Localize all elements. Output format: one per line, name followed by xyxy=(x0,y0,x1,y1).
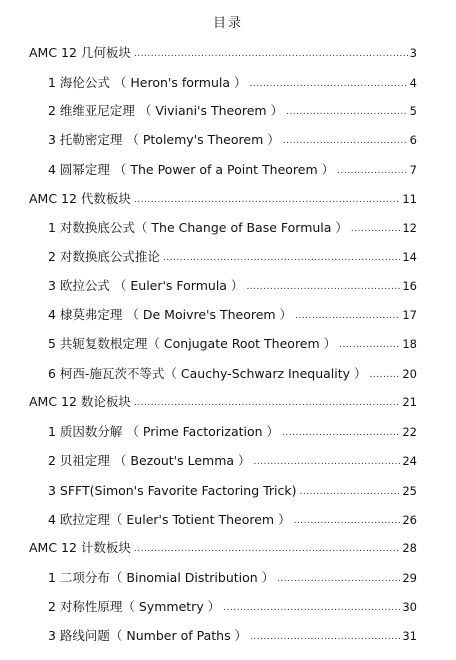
toc-dot-leader xyxy=(300,481,401,502)
toc-page-number: 17 xyxy=(402,308,417,322)
toc-page-number: 4 xyxy=(409,76,417,90)
toc-entry-label: AMC 12 代数板块 xyxy=(29,191,131,206)
toc-page-number: 29 xyxy=(402,571,417,585)
toc-entry[interactable] xyxy=(48,275,417,297)
toc-page-number: 6 xyxy=(409,133,417,147)
toc-section-entry[interactable] xyxy=(29,42,417,64)
toc-entry-label: 1 海伦公式 （ Heron's formula ） xyxy=(48,75,247,90)
toc-section-entry[interactable] xyxy=(29,188,417,210)
toc-dot-leader xyxy=(250,73,408,94)
toc-entry-label: 3 托勒密定理 （ Ptolemy's Theorem ） xyxy=(48,132,280,147)
toc-dot-leader xyxy=(134,392,400,413)
toc-title: 目录 xyxy=(212,16,243,31)
toc-dot-leader xyxy=(294,510,401,531)
toc-dot-leader xyxy=(337,160,408,181)
toc-entry-label: 3 欧拉公式 （ Euler's Formula ） xyxy=(48,278,244,293)
toc-entry-label: 5 共轭复数根定理（ Conjugate Root Theorem ） xyxy=(48,336,337,351)
toc-page-number: 21 xyxy=(402,395,417,409)
toc-entry-label: AMC 12 几何板块 xyxy=(29,45,131,60)
toc-dot-leader xyxy=(351,218,400,239)
toc-entry[interactable] xyxy=(48,333,417,355)
toc-dot-leader xyxy=(370,364,401,385)
toc-entry-label: 2 维维亚尼定理 （ Viviani's Theorem ） xyxy=(48,103,284,118)
toc-entry-label: 2 贝祖定理 （ Bezout's Lemma ） xyxy=(48,453,251,468)
toc-entry-label: 4 欧拉定理（ Euler's Totient Theorem ） xyxy=(48,512,291,527)
toc-section-entry[interactable] xyxy=(29,391,417,413)
toc-dot-leader xyxy=(286,101,408,122)
toc-dot-leader xyxy=(295,305,400,326)
toc-entry[interactable] xyxy=(48,509,417,531)
toc-dot-leader xyxy=(339,334,400,355)
toc-entry[interactable] xyxy=(48,567,417,589)
toc-page-number: 31 xyxy=(402,629,417,643)
toc-entry[interactable] xyxy=(48,246,417,268)
toc-page-number: 24 xyxy=(402,454,417,468)
toc-entry-label: 4 棣莫弗定理 （ De Moivre's Theorem ） xyxy=(48,307,293,322)
toc-entry[interactable] xyxy=(48,217,417,239)
toc-entry-label: 1 质因数分解 （ Prime Factorization ） xyxy=(48,424,280,439)
toc-page-number: 30 xyxy=(402,600,417,614)
toc-entry[interactable] xyxy=(48,129,417,151)
toc-page-number: 18 xyxy=(402,337,417,351)
toc-page-number: 12 xyxy=(402,221,417,235)
toc-entry-label: 1 二项分布（ Binomial Distribution ） xyxy=(48,570,275,585)
toc-entry-label: AMC 12 计数板块 xyxy=(29,540,131,555)
toc-dot-leader xyxy=(134,538,400,559)
toc-entry[interactable] xyxy=(48,100,417,122)
toc-page-number: 7 xyxy=(409,163,417,177)
toc-entry-label: AMC 12 数论板块 xyxy=(29,394,131,409)
toc-entry-label: 2 对称性原理（ Symmetry ） xyxy=(48,599,221,614)
toc-entry-label: 3 SFFT(Simon's Favorite Factoring Trick) xyxy=(48,483,297,498)
toc-page-number: 22 xyxy=(402,425,417,439)
toc-dot-leader xyxy=(223,597,400,618)
toc-page-number: 11 xyxy=(402,192,417,206)
toc-entry-label: 2 对数换底公式推论 xyxy=(48,249,160,264)
toc-entry[interactable] xyxy=(48,421,417,443)
toc-entry-label: 1 对数换底公式（ The Change of Base Formula ） xyxy=(48,220,348,235)
toc-entry[interactable] xyxy=(48,304,417,326)
toc-entry[interactable] xyxy=(48,596,417,618)
toc-page-number: 25 xyxy=(402,484,417,498)
toc-page-number: 3 xyxy=(409,46,417,60)
toc-entry-label: 4 圆幂定理 （ The Power of a Point Theorem ） xyxy=(48,162,335,177)
toc-dot-leader xyxy=(283,130,408,151)
toc-page-number: 14 xyxy=(402,250,417,264)
toc-entry[interactable] xyxy=(48,72,417,94)
toc-page-number: 16 xyxy=(402,279,417,293)
toc-dot-leader xyxy=(250,626,400,647)
toc-entry-label: 6 柯西-施瓦茨不等式（ Cauchy-Schwarz Inequality ） xyxy=(48,366,367,381)
toc-page-number: 28 xyxy=(402,541,417,555)
toc-entry[interactable] xyxy=(48,159,417,181)
toc-dot-leader xyxy=(282,422,400,443)
toc-dot-leader xyxy=(134,189,400,210)
toc-entry[interactable] xyxy=(48,625,417,647)
toc-entry[interactable] xyxy=(48,480,417,502)
toc-section-entry[interactable] xyxy=(29,537,417,559)
toc-dot-leader xyxy=(277,568,400,589)
toc-dot-leader xyxy=(246,276,400,297)
toc-page-number: 20 xyxy=(402,367,417,381)
toc-dot-leader xyxy=(134,43,408,64)
toc-dot-leader xyxy=(163,247,400,268)
toc-entry-label: 3 路线问题（ Number of Paths ） xyxy=(48,628,248,643)
toc-entry[interactable] xyxy=(48,363,417,385)
toc-dot-leader xyxy=(254,451,401,472)
toc-page-number: 26 xyxy=(402,513,417,527)
toc-entry[interactable] xyxy=(48,450,417,472)
toc-page-number: 5 xyxy=(409,104,417,118)
